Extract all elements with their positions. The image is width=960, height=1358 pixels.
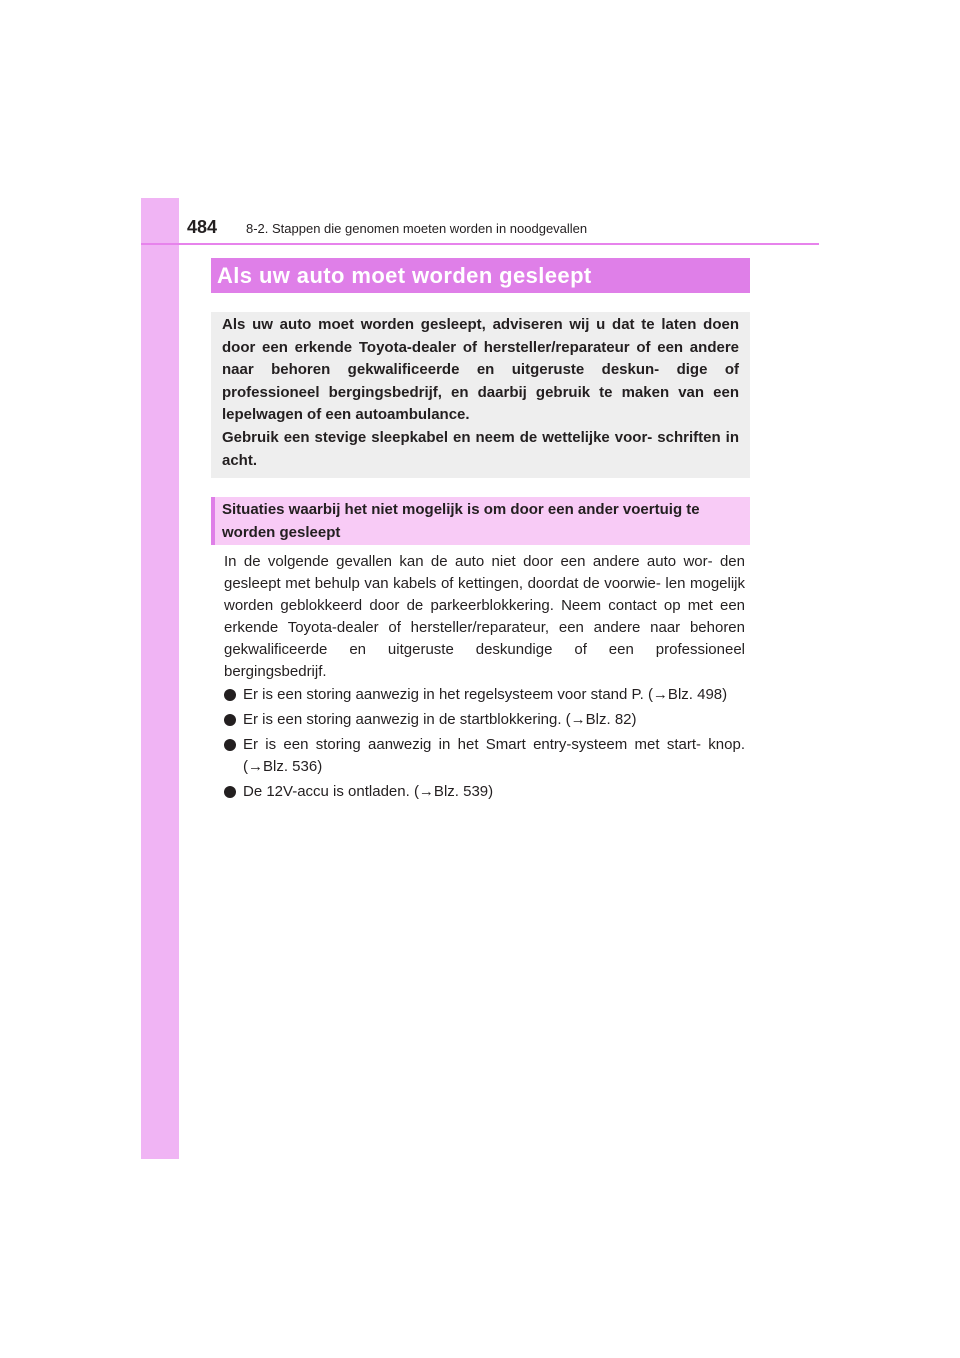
bullet-icon bbox=[224, 786, 236, 798]
side-chapter-tab bbox=[141, 198, 179, 1159]
list-item bbox=[224, 781, 745, 803]
section-banner bbox=[211, 258, 750, 293]
header-divider bbox=[141, 243, 819, 245]
bullet-icon bbox=[224, 689, 236, 701]
list-item-text: Er is een storing aanwezig in de startblokkering. (→Blz. 82) bbox=[243, 711, 637, 728]
chapter-title: 8-2. Stappen die genomen moeten worden in noodgevallen bbox=[246, 221, 588, 236]
list-item bbox=[224, 734, 745, 778]
list-item bbox=[224, 684, 745, 706]
bullet-icon bbox=[224, 739, 236, 751]
page-number: 484 bbox=[187, 217, 218, 237]
bullet-list bbox=[224, 684, 745, 806]
intro-paragraph: Als uw auto moet worden gesleept, adviseren wij u dat te laten doen door een erkende Toyota-dealer of hersteller/reparateur of een andere naar behoren gekwalificeerde en uitgeruste deskun- dige of professioneel bergingsbedrijf, en daarbij gebruik te maken van een lepelwagen of een autoambulance. bbox=[222, 316, 739, 423]
list-item-text: Er is een storing aanwezig in het regelsysteem voor stand P. (→Blz. 498) bbox=[243, 686, 728, 703]
bullet-icon bbox=[224, 714, 236, 726]
section-title: Als uw auto moet worden gesleept bbox=[217, 263, 592, 288]
subsection-header bbox=[211, 497, 750, 545]
intro-paragraph-2: Gebruik een stevige sleepkabel en neem de wettelijke voor- schriften in acht. bbox=[222, 429, 739, 469]
list-item-text: De 12V-accu is ontladen. (→Blz. 539) bbox=[243, 783, 494, 800]
intro-box bbox=[211, 312, 750, 478]
list-item-text: Er is een storing aanwezig in het Smart entry-systeem met start- knop. (→Blz. 536) bbox=[243, 736, 745, 775]
list-item bbox=[224, 709, 745, 731]
subsection-body: In de volgende gevallen kan de auto niet door een andere auto wor- den gesleept met behulp van kabels of kettingen, doordat de voorwie- len mogelijk worden geblokkeerd door de parkeerblokkering. Neem contact op met een erkende Toyota-dealer of hersteller/reparateur, een andere naar behoren gekwalificeerde en uitgeruste deskundige of een professioneel bergingsbedrijf. bbox=[224, 553, 745, 680]
subsection-title: Situaties waarbij het niet mogelijk is om door een ander voertuig te worden gesleept bbox=[222, 501, 700, 541]
subsection-accent-bar bbox=[211, 497, 215, 545]
